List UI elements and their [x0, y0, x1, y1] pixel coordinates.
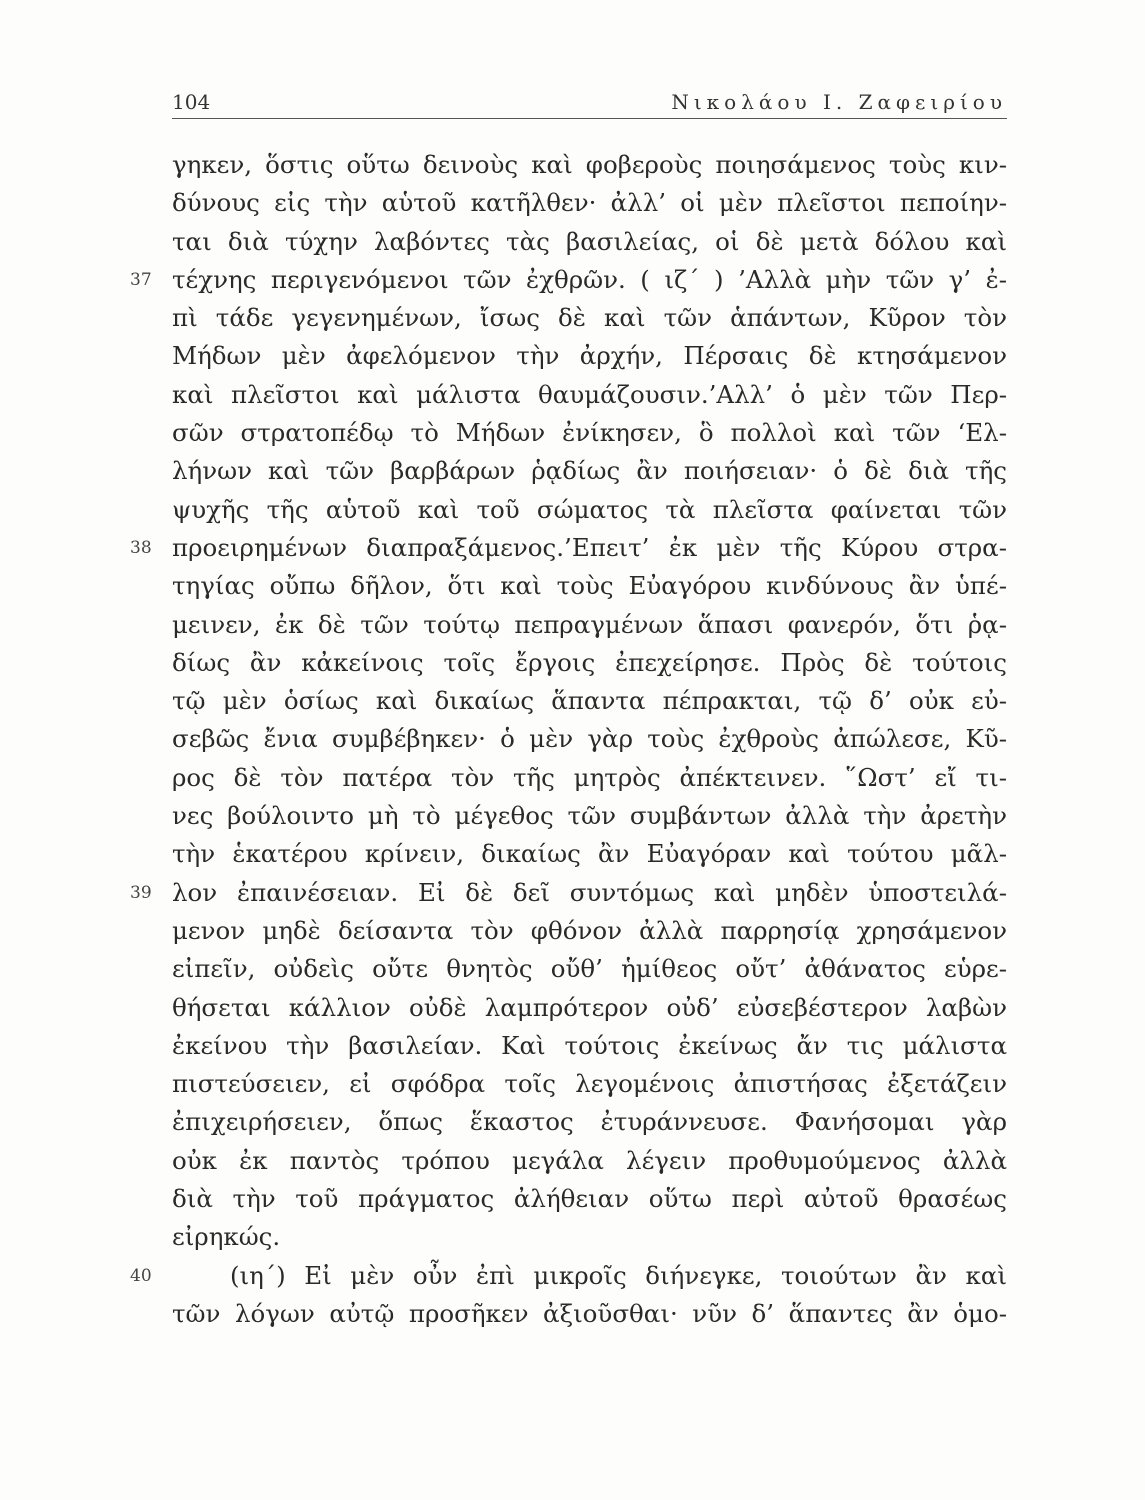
text-line [172, 1142, 1007, 1180]
text-line [130, 874, 1007, 912]
line-text: διὰ τὴν τοῦ πράγματος ἀλήθειαν οὕτω περὶ αὐτοῦ θρασέως [172, 1184, 1007, 1214]
section-margin-number: 39 [130, 882, 152, 903]
line-text: λον ἐπαινέσειαν. Εἰ δὲ δεῖ συντόμως καὶ μηδὲν ὑποστειλά- [172, 877, 1007, 907]
text-line [172, 1218, 1007, 1256]
line-text: ἐκείνου τὴν βασιλείαν. Καὶ τούτοις ἐκείνως ἄν τις μάλιστα [172, 1030, 1007, 1060]
line-text: πιστεύσειεν, εἰ σφόδρα τοῖς λεγομένοις ἀπιστήσας ἐξετάζειν [172, 1069, 1007, 1099]
text-line [172, 797, 1007, 835]
line-text: σῶν στρατοπέδῳ τὸ Μήδων ἐνίκησεν, ὃ πολλοὶ καὶ τῶν ‘Ελ- [172, 418, 1007, 448]
page-header [172, 88, 1007, 119]
line-text: ται διὰ τύχην λαβόντες τὰς βασιλείας, οἱ δὲ μετὰ δόλου καὶ [172, 226, 1007, 256]
text-line [130, 529, 1007, 567]
text-line [172, 337, 1007, 375]
text-line [172, 414, 1007, 452]
line-text: τηγίας οὔπω δῆλον, ὅτι καὶ τοὺς Εὐαγόρου κινδύνους ἂν ὑπέ- [172, 571, 1007, 601]
section-margin-number: 38 [130, 537, 152, 558]
text-line [172, 835, 1007, 873]
text-line [172, 606, 1007, 644]
text-line [172, 223, 1007, 261]
text-line [172, 1295, 1007, 1333]
line-text: προειρημένων διαπραξάμενος.’Επειτ’ ἐκ μὲν τῆς Κύρου στρα- [172, 532, 1007, 562]
line-text: Μήδων μὲν ἀφελόμενον τὴν ἀρχήν, Πέρσαις δὲ κτησάμενον [172, 341, 1007, 371]
text-line [172, 1103, 1007, 1141]
line-text: τῶν λόγων αὐτῷ προσῆκεν ἀξιοῦσθαι· νῦν δ’ ἅπαντες ἂν ὁμο- [172, 1298, 1007, 1328]
line-text: καὶ πλεῖστοι καὶ μάλιστα θαυμάζουσιν.’Αλλ’ ὁ μὲν τῶν Περ- [172, 379, 1007, 409]
line-text: ρος δὲ τὸν πατέρα τὸν τῆς μητρὸς ἀπέκτεινεν. ῞Ωστ’ εἴ τι- [172, 762, 1007, 792]
line-text: γηκεν, ὅστις οὕτω δεινοὺς καὶ φοβεροὺς ποιησάμενος τοὺς κιν- [172, 150, 1007, 179]
line-text: πὶ τάδε γεγενημένων, ἴσως δὲ καὶ τῶν ἁπάντων, Κῦρον τὸν [172, 303, 1007, 333]
text-line [172, 1180, 1007, 1218]
text-line [172, 989, 1007, 1027]
line-text: θήσεται κάλλιον οὐδὲ λαμπρότερον οὐδ’ εὐσεβέστερον λαβὼν [172, 992, 1007, 1022]
line-text: νες βούλοιντο μὴ τὸ μέγεθος τῶν συμβάντων ἀλλὰ τὴν ἀρετὴν [172, 801, 1007, 831]
line-text: ψυχῆς τῆς αὑτοῦ καὶ τοῦ σώματος τὰ πλεῖστα φαίνεται τῶν [172, 494, 1007, 524]
text-line [172, 491, 1007, 529]
text-line [172, 759, 1007, 797]
line-text: οὐκ ἐκ παντὸς τρόπου μεγάλα λέγειν προθυμούμενος ἀλλὰ [172, 1145, 1007, 1175]
section-margin-number: 37 [130, 269, 152, 290]
text-body [130, 146, 1007, 1333]
text-line [172, 912, 1007, 950]
line-text: μεινεν, ἐκ δὲ τῶν τούτῳ πεπραγμένων ἅπασι φανερόν, ὅτι ῥᾳ- [172, 609, 1007, 639]
line-text: ἐπιχειρήσειεν, ὅπως ἕκαστος ἐτυράννευσε. Φανήσομαι γὰρ [172, 1107, 1007, 1137]
text-line [172, 452, 1007, 490]
line-text: τὴν ἑκατέρου κρίνειν, δικαίως ἂν Εὐαγόραν καὶ τούτου μᾶλ- [172, 839, 1007, 869]
page-number: 104 [172, 90, 211, 114]
line-text: μενον μηδὲ δείσαντα τὸν φθόνον ἀλλὰ παρρησίᾳ χρησάμενον [172, 915, 1007, 945]
text-line [172, 146, 1007, 184]
line-text: δίως ἂν κἀκείνοις τοῖς ἔργοις ἐπεχείρησε. Πρὸς δὲ τούτοις [172, 647, 1007, 677]
text-line [172, 720, 1007, 758]
line-text: εἰρηκώς. [172, 1222, 281, 1252]
text-line [172, 299, 1007, 337]
text-line [172, 376, 1007, 414]
text-line [130, 261, 1007, 299]
text-line [172, 184, 1007, 222]
line-text: τῷ μὲν ὁσίως καὶ δικαίως ἅπαντα πέπρακται, τῷ δ’ οὐκ εὐ- [172, 686, 1007, 716]
running-head: Νικολάου Ι. Ζαφειρίου [671, 90, 1007, 114]
text-line [130, 1257, 1007, 1295]
text-line [172, 1027, 1007, 1065]
line-text: εἰπεῖν, οὐδεὶς οὔτε θνητὸς οὔθ’ ἡμίθεος οὔτ’ ἀθάνατος εὑρε- [172, 954, 1007, 984]
line-text: λήνων καὶ τῶν βαρβάρων ῥᾳδίως ἂν ποιήσειαν· ὁ δὲ διὰ τῆς [172, 456, 1007, 486]
section-margin-number: 40 [130, 1265, 152, 1286]
text-line [172, 682, 1007, 720]
text-line [172, 567, 1007, 605]
line-text: σεβῶς ἔνια συμβέβηκεν· ὁ μὲν γὰρ τοὺς ἐχθροὺς ἀπώλεσε, Κῦ- [172, 724, 1007, 754]
line-text: τέχνης περιγενόμενοι τῶν ἐχθρῶν. ( ιζ΄ ) ’Αλλὰ μὴν τῶν γ’ ἐ- [172, 264, 1007, 294]
text-line [172, 950, 1007, 988]
line-text: (ιη΄) Εἰ μὲν οὖν ἐπὶ μικροῖς διήνεγκε, τοιούτων ἂν καὶ [230, 1260, 1007, 1290]
line-text: δύνους εἰς τὴν αὑτοῦ κατῆλθεν· ἀλλ’ οἱ μὲν πλεῖστοι πεποίην- [172, 188, 1007, 218]
text-line [172, 1065, 1007, 1103]
text-line [172, 644, 1007, 682]
